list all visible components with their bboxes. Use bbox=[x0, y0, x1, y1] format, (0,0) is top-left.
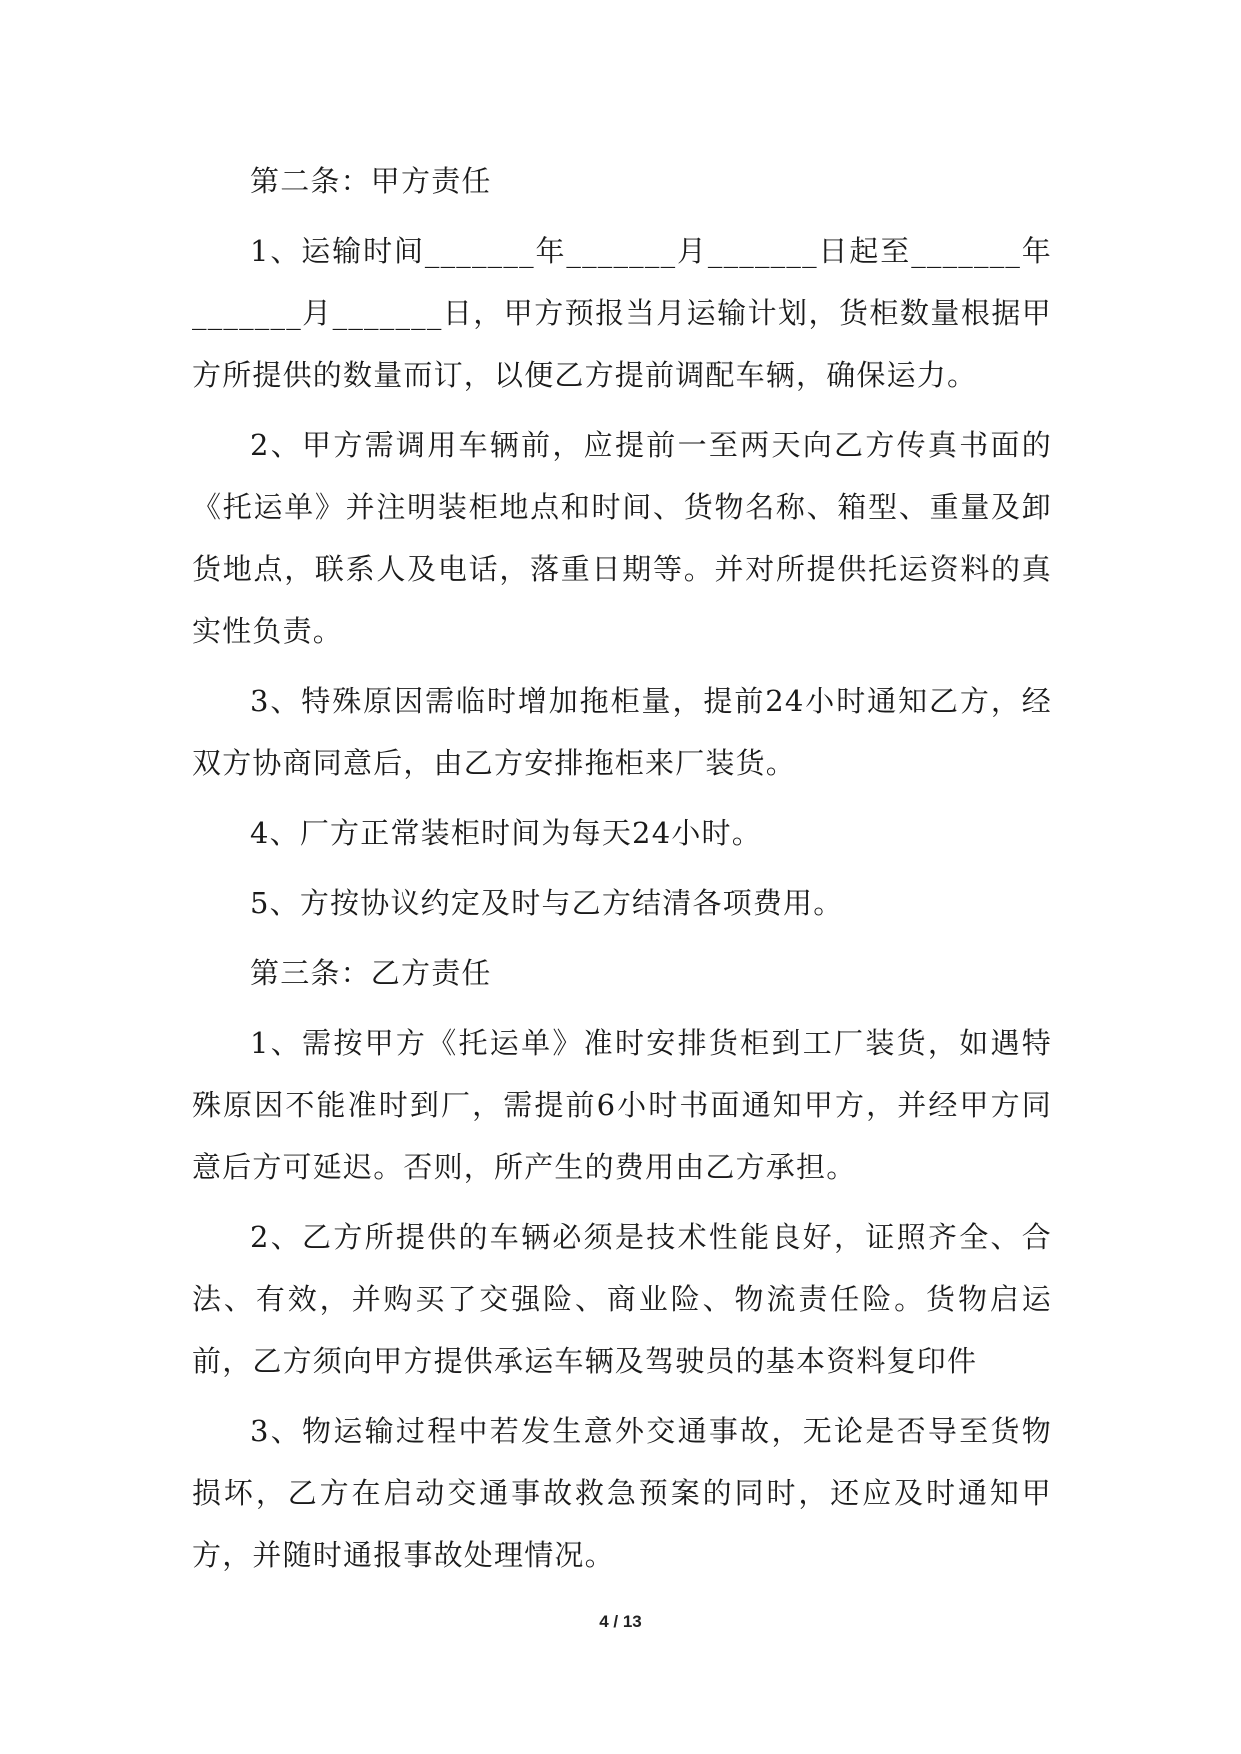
document-body bbox=[192, 150, 1052, 1586]
article-3-item-3: 3、物运输过程中若发生意外交通事故，无论是否导至货物损坏，乙方在启动交通事故救急预案的同时，还应及时通知甲方，并随时通报事故处理情况。 bbox=[192, 1414, 1052, 1572]
article-3-item-2: 2、乙方所提供的车辆必须是技术性能良好，证照齐全、合法、有效，并购买了交强险、商业险、物流责任险。货物启运前，乙方须向甲方提供承运车辆及驾驶员的基本资料复印件 bbox=[192, 1220, 1052, 1378]
article-2-item-3: 3、特殊原因需临时增加拖柜量，提前24小时通知乙方，经双方协商同意后，由乙方安排拖柜来厂装货。 bbox=[192, 684, 1052, 780]
article-2-heading: 第二条：甲方责任 bbox=[250, 164, 492, 198]
article-2-item-1: 1、运输时间_______年_______月_______日起至_______年_______月_______日，甲方预报当月运输计划，货柜数量根据甲方所提供的数量而订，以便乙方提前调配车辆，确保运力。 bbox=[192, 234, 1052, 392]
article-2-item-4: 4、厂方正常装柜时间为每天24小时。 bbox=[250, 816, 762, 850]
page-number: 4 / 13 bbox=[599, 1612, 642, 1631]
article-2-item-5: 5、方按协议约定及时与乙方结清各项费用。 bbox=[250, 886, 844, 920]
article-2-item-2: 2、甲方需调用车辆前，应提前一至两天向乙方传真书面的《托运单》并注明装柜地点和时间、货物名称、箱型、重量及卸货地点，联系人及电话，落重日期等。并对所提供托运资料的真实性负责。 bbox=[192, 428, 1052, 648]
article-3-item-1: 1、需按甲方《托运单》准时安排货柜到工厂装货，如遇特殊原因不能准时到厂，需提前6小时书面通知甲方，并经甲方同意后方可延迟。否则，所产生的费用由乙方承担。 bbox=[192, 1026, 1052, 1184]
article-3-heading: 第三条：乙方责任 bbox=[250, 956, 492, 990]
